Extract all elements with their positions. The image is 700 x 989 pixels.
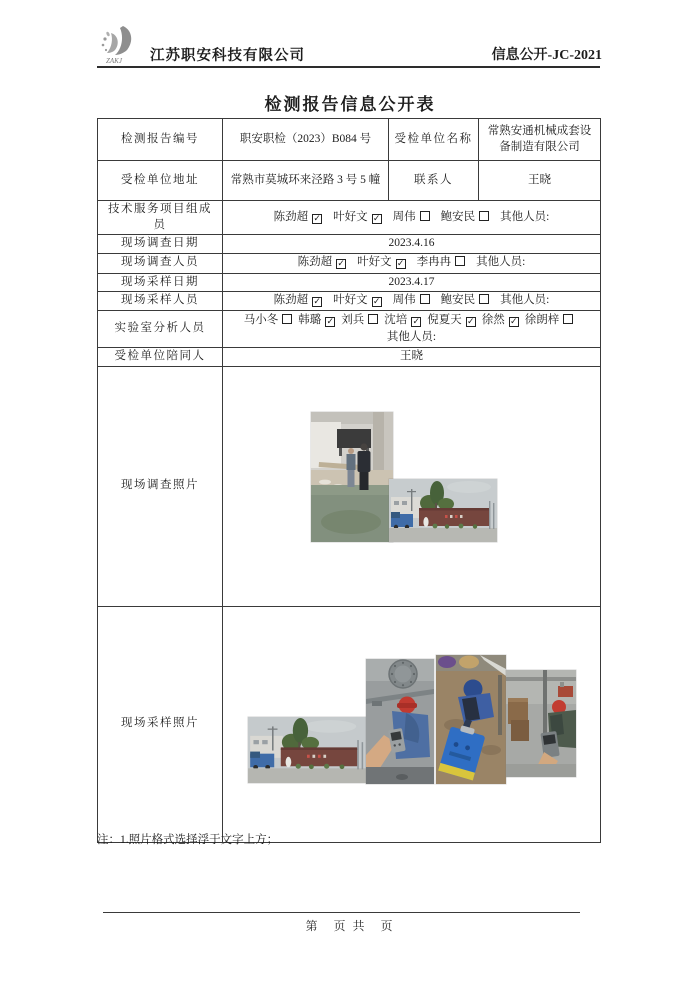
- staff-member: [427, 313, 476, 329]
- staff-member-name: 徐朗梓: [524, 314, 560, 327]
- staff-member: [441, 210, 490, 226]
- staff-member-name: 徐然: [481, 314, 505, 327]
- footer-rule: [103, 912, 580, 913]
- staff-member: [384, 313, 421, 329]
- address-value: 常熟市莫城环来泾路 3 号 5 幢: [223, 161, 389, 201]
- survey-photo-workshop: [311, 412, 393, 542]
- staff-member-name: 叶好文: [333, 210, 368, 223]
- report-no-label: 检测报告编号: [98, 119, 223, 161]
- company-logo-icon: [98, 24, 148, 66]
- checkbox-empty-icon: [455, 256, 465, 266]
- row-sampling-photos: [98, 606, 601, 842]
- sampling-date-value: 2023.4.17: [223, 273, 601, 292]
- report-no-value: 职安职检（2023）B084 号: [223, 119, 389, 161]
- staff-member: [298, 255, 347, 271]
- staff-member: [274, 210, 323, 226]
- staff-member-name: 李冉冉: [416, 256, 452, 269]
- page-title: 检测报告信息公开表: [264, 95, 436, 114]
- staff-member: [482, 313, 519, 329]
- sampling-photo-blue-box: [436, 655, 506, 784]
- row-tech-team: [98, 201, 601, 235]
- sampling-staff-members: [223, 292, 601, 311]
- checkbox-empty-icon: [479, 211, 489, 221]
- company-name: 江苏职安科技有限公司: [150, 48, 305, 64]
- address-label: 受检单位地址: [98, 161, 223, 201]
- survey-date-value: 2023.4.16: [223, 235, 601, 254]
- row-survey-staff: [98, 253, 601, 273]
- staff-member-name: 马小冬: [243, 314, 279, 327]
- checkbox-checked-icon: ✓: [466, 317, 475, 328]
- staff-member-name: 刘兵: [341, 314, 365, 327]
- checkbox-checked-icon: ✓: [326, 317, 335, 328]
- checkbox-empty-icon: [420, 294, 430, 304]
- checkbox-empty-icon: [368, 314, 378, 324]
- staff-member: [333, 210, 382, 226]
- lab-staff-label: 实验室分析人员: [98, 311, 223, 348]
- unit-name-value: 常熟安通机械成套设备制造有限公司: [479, 119, 601, 161]
- staff-member-name: 陈劲超: [273, 294, 309, 307]
- tech-team-label: 技术服务项目组成员: [98, 201, 223, 235]
- checkbox-checked-icon: ✓: [412, 317, 421, 328]
- contact-value: 王晓: [479, 161, 601, 201]
- staff-member: [274, 293, 323, 309]
- staff-member-name: 倪夏天: [427, 314, 462, 327]
- sampling-photos-area: [223, 606, 601, 842]
- svg-text:ZAKJ: ZAKJ: [106, 57, 122, 65]
- staff-member-name: 韩璐: [298, 314, 322, 327]
- checkbox-checked-icon: ✓: [372, 213, 381, 224]
- info-table: [97, 118, 601, 843]
- staff-member-name: 叶好文: [333, 294, 368, 307]
- staff-member-name: 沈培: [384, 314, 408, 327]
- row-report-no: [98, 119, 601, 161]
- checkbox-empty-icon: [563, 314, 573, 324]
- checkbox-checked-icon: ✓: [372, 297, 381, 308]
- staff-member: [298, 313, 335, 329]
- checkbox-checked-icon: ✓: [337, 259, 345, 270]
- row-survey-date: [98, 235, 601, 254]
- staff-member-name: 陈劲超: [297, 256, 333, 269]
- sampling-photo-meter-worker: [366, 659, 434, 784]
- survey-date-label: 现场调查日期: [98, 235, 223, 254]
- unit-name-label: 受检单位名称: [389, 119, 479, 161]
- checkbox-checked-icon: ✓: [396, 259, 405, 270]
- row-escort: [98, 348, 601, 367]
- sampling-date-label: 现场采样日期: [98, 273, 223, 292]
- survey-photos-area: [223, 366, 601, 606]
- escort-label: 受检单位陪同人: [98, 348, 223, 367]
- checkbox-checked-icon: ✓: [313, 213, 321, 224]
- row-sampling-staff: [98, 292, 601, 311]
- staff-member: [393, 293, 430, 309]
- staff-member: [341, 313, 378, 329]
- checkbox-empty-icon: [479, 294, 489, 304]
- escort-value: 王晓: [223, 348, 601, 367]
- staff-member: [357, 255, 406, 271]
- staff-member-name: 鲍安民: [440, 210, 476, 223]
- checkbox-checked-icon: ✓: [313, 297, 321, 308]
- survey-staff-members: [223, 253, 601, 273]
- sampling-staff-label: 现场采样人员: [98, 292, 223, 311]
- checkbox-empty-icon: [420, 211, 430, 221]
- staff-member-name: 陈劲超: [273, 210, 309, 223]
- survey-photos-label: 现场调查照片: [98, 366, 223, 606]
- footnote: 注：1.照片格式选择浮于文字上方；: [97, 834, 279, 846]
- checkbox-checked-icon: ✓: [509, 317, 518, 328]
- row-sampling-date: [98, 273, 601, 292]
- staff-member: [441, 293, 490, 309]
- header-rule: [97, 66, 600, 68]
- page-number-text: 第 页 共 页: [305, 919, 395, 933]
- other-staff-label: 其他人员:: [500, 210, 550, 223]
- survey-staff-label: 现场调查人员: [98, 253, 223, 273]
- sampling-photo-workshop-worker: [506, 670, 576, 777]
- lab-staff-members: [223, 311, 601, 348]
- contact-label: 联系人: [389, 161, 479, 201]
- staff-member-name: 鲍安民: [440, 294, 476, 307]
- checkbox-empty-icon: [282, 314, 292, 324]
- tech-team-members: [223, 201, 601, 235]
- staff-member-name: 周伟: [392, 294, 416, 307]
- sampling-photo-factory-gate: [248, 717, 366, 783]
- staff-member: [333, 293, 382, 309]
- row-survey-photos: [98, 366, 601, 606]
- staff-member-name: 叶好文: [357, 256, 392, 269]
- staff-member: [525, 313, 574, 329]
- row-address: [98, 161, 601, 201]
- row-lab-staff: [98, 311, 601, 348]
- doc-code: 信息公开-JC-2021: [491, 48, 602, 63]
- sampling-photos-label: 现场采样照片: [98, 606, 223, 842]
- other-staff-label: 其他人员:: [500, 294, 550, 307]
- staff-member: [393, 210, 430, 226]
- staff-member: [417, 255, 466, 271]
- staff-member: [244, 313, 293, 329]
- survey-photo-factory-gate: [389, 479, 497, 542]
- other-staff-label: 其他人员:: [476, 256, 526, 269]
- other-staff-label: 其他人员:: [386, 330, 437, 343]
- staff-member-name: 周伟: [392, 210, 416, 223]
